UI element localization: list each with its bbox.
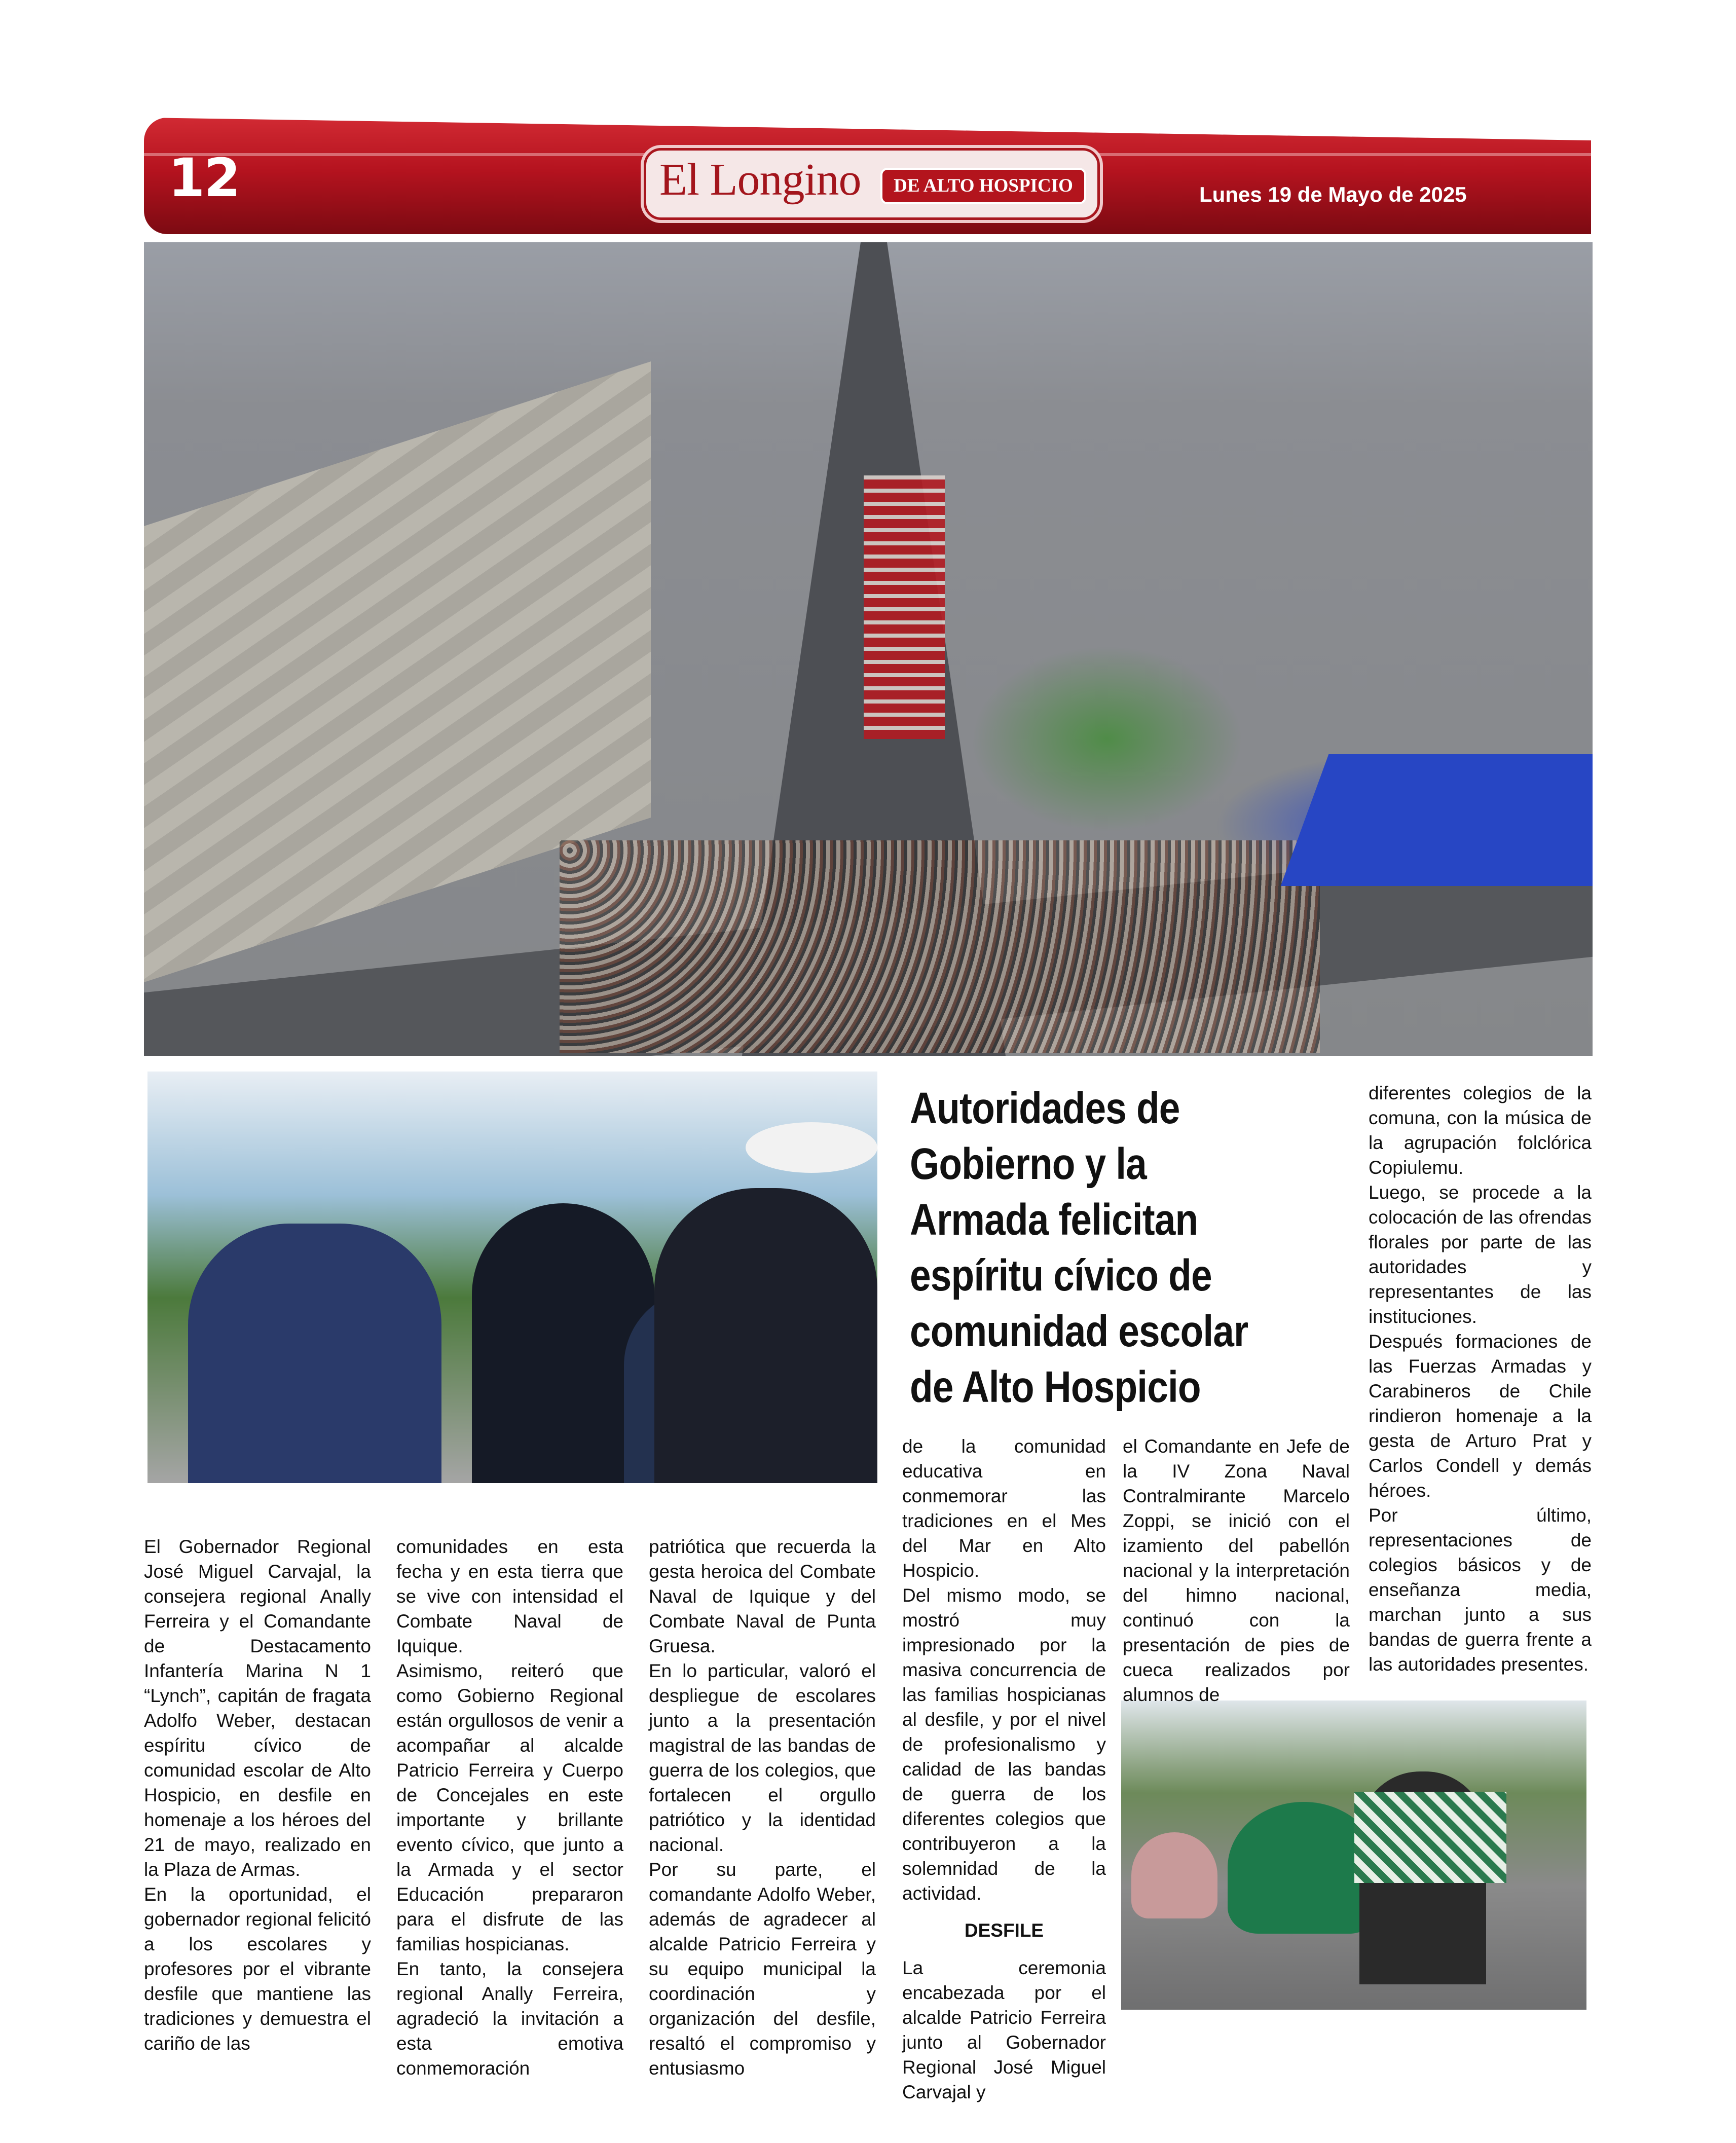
paragraph: de la comunidad educativa en conmemorar las tradiciones en el Mes del Mar en Alto Hospicio.	[902, 1436, 1106, 1581]
aerial-parade-photo	[144, 242, 1593, 1056]
cueca-dance-photo	[1121, 1701, 1586, 2010]
paragraph: En la oportunidad, el gobernador regional felicitó a los escolares y profesores por el vibrante desfile que mantiene las tradiciones y demuestra el cariño de las	[144, 1884, 371, 2054]
paragraph: comunidades en esta fecha y en esta tierra que se vive con intensidad el Combate Naval de Iquique.	[396, 1536, 623, 1656]
paragraph: Por último, representaciones de colegios básicos y de enseñanza media, marchan junto a sus bandas de guerra frente a las autoridades presentes.	[1369, 1505, 1592, 1675]
article-column-1	[144, 1534, 371, 2056]
page-number: 12	[168, 147, 240, 209]
paragraph: En lo particular, valoró el despliegue de escolares junto a la presentación magistral de las bandas de guerra de los colegios, que fortalecen el orgullo patriótico y la identidad nacional.	[649, 1660, 876, 1855]
headline-line: espíritu cívico de	[910, 1251, 1212, 1300]
paragraph: Por su parte, el comandante Adolfo Weber, además de agradecer al alcalde Patricio Ferreira y su equipo municipal la coordinación y organización del desfile, resaltó el compromiso y entusiasmo	[649, 1859, 876, 2079]
headline-line: Gobierno y la	[910, 1139, 1147, 1189]
paragraph: patriótica que recuerda la gesta heroica del Combate Naval de Iquique y del Combate Naval de Punta Gruesa.	[649, 1536, 876, 1656]
paragraph: Del mismo modo, se mostró muy impresionado por la masiva concurrencia de las familias hospicianas al desfile, y por el nivel de profesionalismo y calidad de las bandas de guerra de los diferentes colegios que contribuyeron a la solemnidad de la actividad.	[902, 1585, 1106, 1904]
logo-subtitle: DE ALTO HOSPICIO	[880, 168, 1086, 204]
paragraph: En tanto, la consejera regional Anally Ferreira, agradeció la invitación a esta emotiva conmemoración	[396, 1959, 623, 2079]
paragraph: diferentes colegios de la comuna, con la música de la agrupación folclórica Copiulemu.	[1369, 1083, 1592, 1178]
headline-line: Armada felicitan	[910, 1195, 1198, 1244]
article-column-4	[902, 1434, 1106, 2104]
logo-name: El Longino	[659, 155, 861, 205]
issue-date: Lunes 19 de Mayo de 2025	[1199, 182, 1467, 206]
headline-line: comunidad escolar	[910, 1307, 1248, 1356]
article-headline	[910, 1081, 1272, 1415]
paragraph: La ceremonia encabezada por el alcalde Patricio Ferreira junto al Gobernador Regional José Miguel Carvajal y	[902, 1957, 1106, 2102]
headline-line: Autoridades de	[910, 1084, 1180, 1133]
handshake-photo	[147, 1072, 877, 1483]
paragraph: el Comandante en Jefe de la IV Zona Naval Contralmirante Marcelo Zoppi, se inició con el izamiento del pabellón nacional y la interpretación del himno nacional, continuó con la presentación de pies de cueca realizados por alumnos de	[1123, 1436, 1350, 1705]
section-subhead: DESFILE	[964, 1920, 1044, 1941]
paragraph: Asimismo, reiteró que como Gobierno Regional están orgullosos de venir a acompañar al alcalde Patricio Ferreira y Cuerpo de Concejales en este importante y brillante evento cívico, que junto a la Armada y el sector Educación prepararon para el disfrute de las familias hospicianas.	[396, 1660, 623, 1954]
article-column-5	[1123, 1434, 1350, 1707]
paragraph: Después formaciones de las Fuerzas Armadas y Carabineros de Chile rindieron homenaje a la gesta de Arturo Prat y Carlos Condell y demás héroes.	[1369, 1331, 1592, 1501]
headline-line: de Alto Hospicio	[910, 1362, 1201, 1412]
article-column-2	[396, 1534, 623, 2081]
article-column-6	[1369, 1081, 1592, 1677]
newspaper-logo	[644, 148, 1100, 220]
paragraph: El Gobernador Regional José Miguel Carvajal, la consejera regional Anally Ferreira y el Comandante de Destacamento Infantería Marina N 1 “Lynch”, capitán de fragata Adolfo Weber, destacan espíritu cívico de comunidad escolar de Alto Hospicio, en desfile en homenaje a los héroes del 21 de mayo, realizado en la Plaza de Armas.	[144, 1536, 371, 1880]
article-column-3	[649, 1534, 876, 2081]
paragraph: Luego, se procede a la colocación de las ofrendas florales por parte de las autoridades y representantes de las instituciones.	[1369, 1182, 1592, 1327]
